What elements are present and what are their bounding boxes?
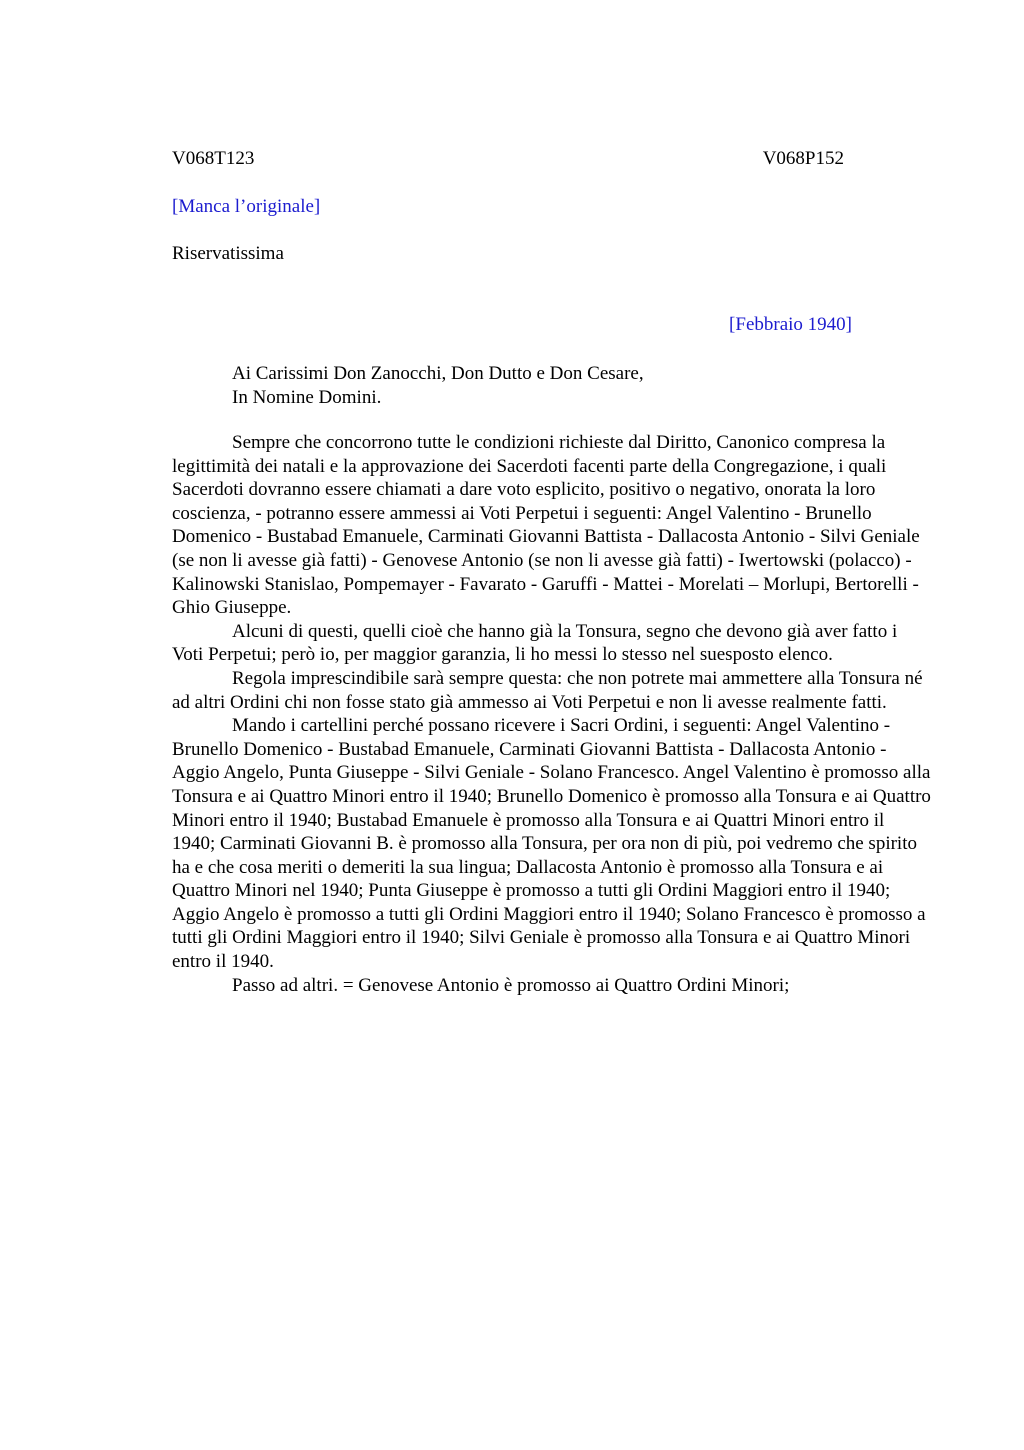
classification-label: Riservatissima <box>172 243 284 264</box>
body-paragraph-voti-perpetui: Sempre che concorrono tutte le condizioni richieste dal Diritto, Canonico compresa la legittimità dei natali e la approvazione dei Sacerdoti facenti parte della Congregazione, i quali Sacerdoti dovranno essere chiamati a dare voto esplicito, positivo o negativo, onorata la loro coscienza, - potranno essere ammessi ai Voti Perpetui i seguenti: Angel Valentino - Brunello Domenico - Bustabad Emanuele, Carminati Giovanni Battista - Dallacosta Antonio - Silvi Geniale (se non li avesse già fatti) - Genovese Antonio (se non li avesse già fatti) - Iwertowski (polacco) - Kalinowski Stanislao, Pompemayer - Favarato - Garuffi - Mattei - Morelati – Morlupi, Bertorelli - Ghio Giuseppe. <box>172 432 920 619</box>
salutation-invocation: In Nomine Domini. <box>232 387 382 408</box>
document-code-right: V068P152 <box>762 148 844 169</box>
salutation-recipients: Ai Carissimi Don Zanocchi, Don Dutto e Don Cesare, <box>232 363 644 384</box>
letter-body <box>172 431 932 997</box>
document-code-left: V068T123 <box>172 148 255 169</box>
editorial-note: [Manca l’originale] <box>172 196 321 217</box>
body-paragraph-sacri-ordini: Mando i cartellini perché possano ricevere i Sacri Ordini, i seguenti: Angel Valentino - Brunello Domenico - Bustabad Emanuele, Carminati Giovanni Battista - Dallacosta Antonio - Aggio Angelo, Punta Giuseppe - Silvi Geniale - Solano Francesco. Angel Valentino è promosso alla Tonsura e ai Quattro Minori entro il 1940; Brunello Domenico è promosso alla Tonsura e ai Quattro Minori entro il 1940; Bustabad Emanuele è promosso alla Tonsura e ai Quattri Minori entro il 1940; Carminati Giovanni B. è promosso alla Tonsura, per ora non di più, poi vedremo che spirito ha e che cosa meriti o demeriti la sua lingua; Dallacosta Antonio è promosso alla Tonsura e ai Quattro Minori nel 1940; Punta Giuseppe è promosso a tutti gli Ordini Maggiori entro il 1940; Aggio Angelo è promosso a tutti gli Ordini Maggiori entro il 1940; Solano Francesco è promosso a tutti gli Ordini Maggiori entro il 1940; Silvi Geniale è promosso alla Tonsura e ai Quattro Minori entro il 1940. <box>172 715 931 973</box>
body-paragraph-tonsura: Alcuni di questi, quelli cioè che hanno già la Tonsura, segno che devono già aver fatto i Voti Perpetui; però io, per maggior garanzia, li ho messi lo stesso nel suesposto elenco. <box>172 620 898 666</box>
body-paragraph-passo-ad-altri: Passo ad altri. = Genovese Antonio è promosso ai Quattro Ordini Minori; <box>232 974 790 996</box>
body-paragraph-regola: Regola imprescindibile sarà sempre questa: che non potrete mai ammettere alla Tonsura né ad altri Ordini chi non fosse stato già ammesso ai Voti Perpetui e non li avesse realmente fatti. <box>172 667 923 713</box>
letter-date: [Febbraio 1940] <box>729 314 852 335</box>
